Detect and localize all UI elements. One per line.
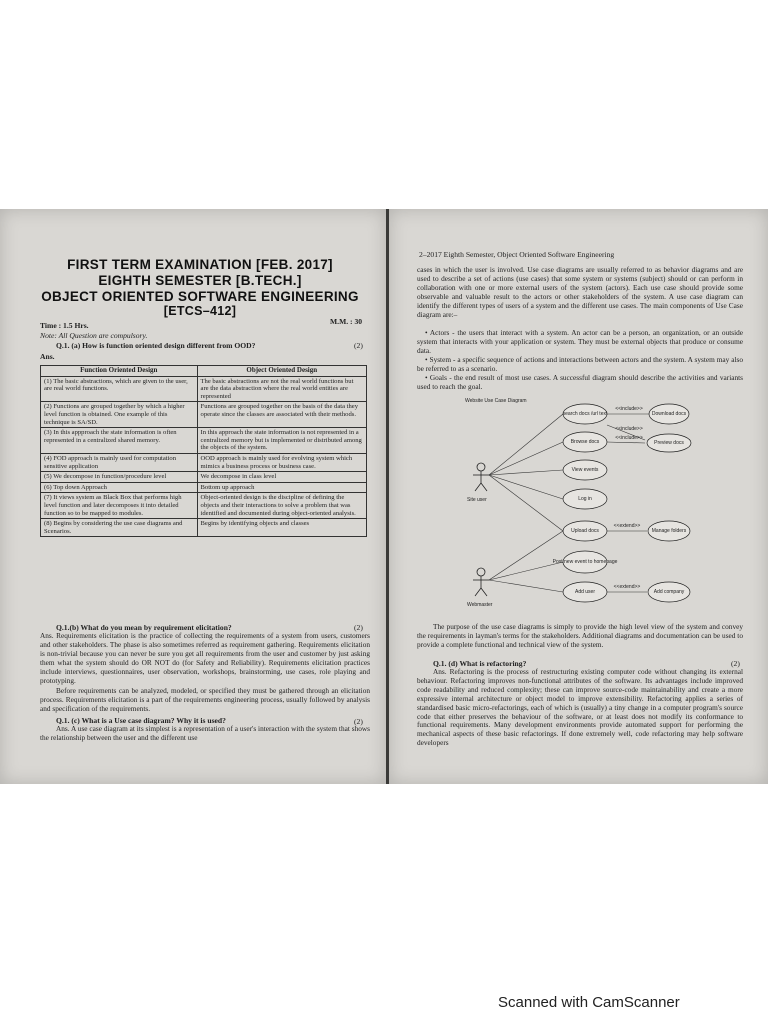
table-cell: Bottom up approach	[197, 482, 366, 493]
table-cell: (4) FOD approach is mainly used for computation sensitive application	[41, 453, 198, 471]
table-header-ood: Object Oriented Design	[197, 366, 366, 377]
question-1a: Q.1. (a) How is function oriented design different from OOD?	[56, 341, 256, 350]
bullet-goals: • Goals - the end result of most use cases. A successful diagram should describe the activities and variants used to reach the goal.	[417, 373, 743, 391]
usecase-view-events-label: View events	[571, 467, 599, 473]
usecase-download-label: Download docs	[651, 411, 687, 417]
max-marks: M.M. : 30	[330, 317, 363, 326]
actor-site-user-icon	[473, 463, 489, 491]
table-cell: (1) The basic abstractions, which are given to the user, are real world functions.	[41, 376, 198, 402]
subject-title: OBJECT ORIENTED SOFTWARE ENGINEERING	[41, 289, 359, 304]
table-row	[41, 376, 367, 402]
answer-1c: Ans. A use case diagram at its simplest is a representation of a user's interaction with the system that shows the relationship between the user and the different use	[40, 724, 370, 742]
table-row	[41, 493, 367, 519]
question-1b: Q.1.(b) What do you mean by requirement elicitation?	[56, 623, 232, 632]
usecase-post-event-label: Post new event to homepage	[552, 559, 618, 565]
extend-label: <<extend>>	[613, 584, 641, 590]
diagram-title: Website Use Case Diagram	[465, 398, 527, 404]
table-cell: In this approach the state information is not represented in a centralized memory but is implemented or distributed among the objects of the system.	[197, 428, 366, 454]
table-cell: Begins by identifying objects and classes	[197, 519, 366, 537]
table-row	[41, 472, 367, 483]
table-row	[41, 428, 367, 454]
table-row	[41, 519, 367, 537]
usecase-login-label: Log in	[578, 496, 592, 502]
table-cell: OOD approach is mainly used for evolving system which mimics a business process or business case.	[197, 453, 366, 471]
table-cell: (2) Functions are grouped together by which a higher level function is obtained. One example of this technique is SA/SD.	[41, 402, 198, 428]
answer-1d: Ans. Refactoring is the process of restructuring existing computer code without changing its external behaviour. Refactoring improves non-functional attributes of the software. Its advantages include improved code readability and reduced complexity; these can improve source-code maintainability and create a more expressive internal architecture or object model to improve extensibility. Refactoring applies a series of standardised basic micro-refactorings, each of which is (usually) a tiny change in a computer program's source code that either preserves the behaviour of the software, or at least does not modify its conformance to functional requirements. Many development environments provide automated support for performing the mechanical aspects of these basic refactorings. If done extremely well, code refactoring may help software developers	[417, 667, 743, 748]
table-row	[41, 453, 367, 471]
extend-label: <<extend>>	[613, 523, 641, 529]
usecase-manage-folders-label: Manage folders	[651, 528, 687, 534]
question-1d: Q.1. (d) What is refactoring?	[433, 659, 527, 668]
bullet-system: • System - a specific sequence of actions and interactions between actors and the system. A system may also be referred to as a scenario.	[417, 355, 743, 373]
table-cell: (8) Begins by considering the use case diagrams and Scenarios.	[41, 519, 198, 537]
left-page	[0, 209, 386, 784]
camscanner-watermark: Scanned with CamScanner	[498, 994, 680, 1011]
table-cell: The basic abstractions are not the real world functions but are the data abstraction where the real world entities are represented	[197, 376, 366, 402]
actor-site-user-label: Site user	[467, 497, 487, 503]
table-cell: (3) In this appproach the state information is often represented in a centralized shared memory.	[41, 428, 198, 454]
answer-1b-continued: Before requirements can be analyzed, modeled, or specified they must be gathered through an elicitation process. Requirements elicitation is a part of the requirements engineering process, usually followed by analysis and specification of the requirements.	[40, 686, 370, 713]
usecase-add-user-label: Add user	[574, 589, 596, 595]
answer-label: Ans.	[40, 352, 55, 361]
exam-title: FIRST TERM EXAMINATION [FEB. 2017]	[67, 257, 333, 272]
table-cell: (5) We decompose in function/procedure level	[41, 472, 198, 483]
note: Note: All Question are compulsory.	[40, 331, 148, 340]
usecase-preview-label: Preview docs	[654, 440, 684, 446]
usecase-paragraph: cases in which the user is involved. Use case diagrams are usually referred to as behavior diagrams and are used to describe a set of actions (use cases) that some system or systems (subject) should or can perform in collaboration with one or more external users of the system (actors). Each use case should provide some observable and valuable result to the actors or other stakeholders of the system. A use case diagram can identify the different types of users of a system and the different use cases. The main components of Use Case diagram are:–	[417, 265, 743, 319]
table-row	[41, 482, 367, 493]
include-label: <<include>>	[615, 435, 643, 441]
actor-webmaster-icon	[473, 568, 489, 596]
subject-code: [ETCS–412]	[163, 304, 237, 318]
use-case-diagram	[459, 395, 703, 619]
right-page	[389, 209, 768, 784]
comparison-table	[40, 365, 367, 537]
include-label: <<include>>	[615, 426, 643, 432]
running-header: 2–2017 Eighth Semester, Object Oriented Software Engineering	[419, 250, 615, 259]
actor-webmaster-label: Webmaster	[467, 602, 493, 608]
table-cell: (6) Top down Approach	[41, 482, 198, 493]
question-1a-marks: (2)	[354, 341, 363, 350]
include-label: <<include>>	[615, 406, 643, 412]
table-row	[41, 402, 367, 428]
semester-title: EIGHTH SEMESTER [B.TECH.]	[98, 273, 302, 288]
question-1d-marks: (2)	[731, 659, 740, 668]
answer-1b: Ans. Requirements elicitation is the practice of collecting the requirements of a system from users, customers and other stakeholders. The phase is also sometimes referred as requirement gathering. Requirements elicitation is non-trivial because you can never be sure you get all requirements from the user and customer by just asking them what the system should do OR NOT do (for Safety and Reliability). Requirements elicitation practices include interviews, questionnaires, user observation, workshops, brainstorming, use cases, role playing and prototyping.	[40, 631, 370, 685]
table-header-fod: Function Oriented Design	[41, 366, 198, 377]
time-label: Time : 1.5 Hrs.	[40, 321, 89, 330]
question-1c-marks: (2)	[354, 717, 363, 726]
usecase-add-company-label: Add company	[653, 589, 685, 595]
usecase-search-label: search docs /url text	[562, 411, 608, 417]
table-cell: Object-oriented design is the discipline of defining the objects and their interactions to solve a problem that was identified and documented during object-oriented analysis.	[197, 493, 366, 519]
table-cell: (7) It views system as Black Box that performs high level function and later decomposes it into detailed function so to be mapped to modules.	[41, 493, 198, 519]
bullet-actors: • Actors - the users that interact with a system. An actor can be a person, an organization, or an outside system that interacts with your application or system. They must be external objects that produce or consume data.	[417, 328, 743, 355]
usecase-browse-label: Browse docs	[570, 439, 600, 445]
table-cell: Functions are grouped together on the basis of the data they operate since the classes are associated with their methods.	[197, 402, 366, 428]
question-1b-marks: (2)	[354, 623, 363, 632]
question-1c: Q.1. (c) What is a Use case diagram? Why it is used?	[56, 716, 226, 725]
table-cell: We decompose in class level	[197, 472, 366, 483]
usecase-purpose: The purpose of the use case diagrams is simply to provide the high level view of the system and convey the requirements in layman's terms for the stakeholders. Additional diagrams and documentation can be used to provide a complete functional and technical view of the system.	[417, 622, 743, 649]
usecase-upload-label: Upload docs	[571, 528, 599, 534]
